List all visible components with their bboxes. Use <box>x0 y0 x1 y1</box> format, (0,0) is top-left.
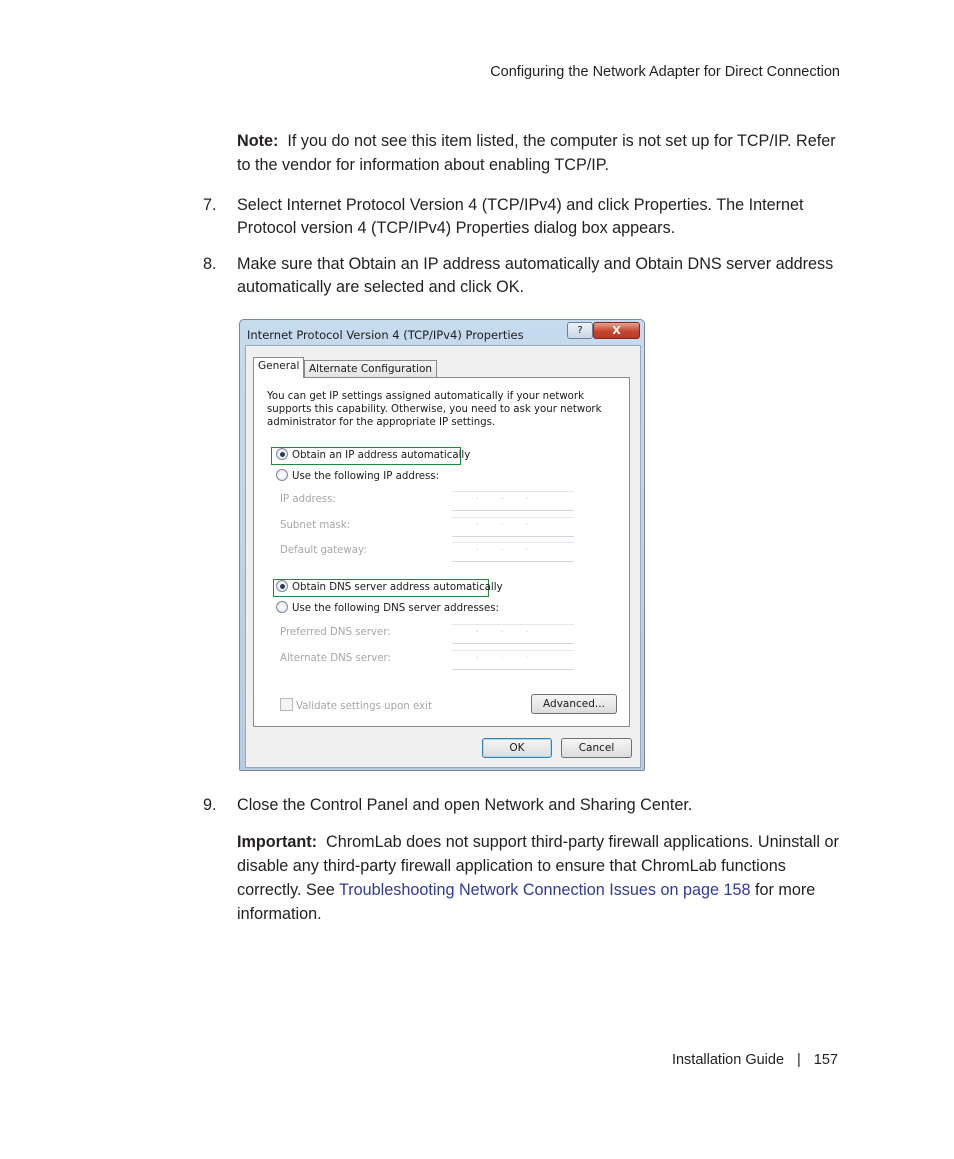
default-gateway-label: Default gateway: <box>280 545 367 556</box>
ok-button[interactable]: OK <box>482 738 552 758</box>
running-header: Configuring the Network Adapter for Direct Connection <box>490 64 840 80</box>
dialog-title: Internet Protocol Version 4 (TCP/IPv4) Properties <box>247 328 524 342</box>
checkbox-icon <box>280 698 293 711</box>
subnet-mask-field: ... <box>452 517 574 537</box>
note-label: Note: <box>237 132 279 150</box>
important-paragraph <box>237 830 847 926</box>
intro-text: You can get IP settings assigned automatically if your network supports this capability. Otherwise, you need to ask your network administrator for the appropriate IP settings. <box>267 391 602 428</box>
radio-ip-auto-label: Obtain an IP address automatically <box>292 450 471 461</box>
important-label: Important: <box>237 833 318 851</box>
tab-general[interactable]: General <box>253 357 304 378</box>
cancel-button[interactable]: Cancel <box>561 738 632 758</box>
footer-separator: | <box>797 1052 801 1068</box>
general-tab-panel <box>253 377 630 727</box>
step-number: 7. <box>203 196 217 214</box>
ip-address-label: IP address: <box>280 494 336 505</box>
important-text: ChromLab does not support third-party firewall applications. Uninstall or disable any third-party firewall application to ensure that ChromLab functions correctly. See <box>237 833 839 899</box>
validate-settings-label: Validate settings upon exit <box>296 701 432 712</box>
preferred-dns-label: Preferred DNS server: <box>280 627 391 638</box>
radio-dns-auto[interactable] <box>276 580 503 596</box>
page-number: 157 <box>813 1052 838 1068</box>
alternate-dns-field: ... <box>452 650 574 670</box>
note-text: If you do not see this item listed, the computer is not set up for TCP/IP. Refer to the vendor for information about enabling TCP/IP. <box>237 132 836 174</box>
radio-unselected-icon <box>276 601 288 613</box>
important-text-after: for more information. <box>237 881 816 923</box>
alternate-dns-label: Alternate DNS server: <box>280 653 391 664</box>
radio-ip-manual[interactable] <box>276 469 439 485</box>
radio-dns-manual-label: Use the following DNS server addresses: <box>292 603 499 614</box>
tab-alternate-configuration[interactable]: Alternate Configuration <box>304 360 437 378</box>
step-number: 9. <box>203 796 217 814</box>
default-gateway-field: ... <box>452 542 574 562</box>
page-footer <box>672 1052 838 1068</box>
troubleshooting-link[interactable]: Troubleshooting Network Connection Issues on page 158 <box>338 881 751 899</box>
dialog-client-area <box>245 345 641 768</box>
advanced-button[interactable]: Advanced... <box>531 694 617 714</box>
step-text: Close the Control Panel and open Network and Sharing Center. <box>237 796 693 814</box>
preferred-dns-field: ... <box>452 624 574 644</box>
ip-address-field: ... <box>452 491 574 511</box>
radio-selected-icon <box>276 580 288 592</box>
step-number: 8. <box>203 255 217 273</box>
footer-guide-title: Installation Guide <box>671 1052 785 1068</box>
note-paragraph <box>237 129 847 177</box>
radio-dns-auto-label: Obtain DNS server address automatically <box>292 582 503 593</box>
radio-dns-manual[interactable] <box>276 601 499 617</box>
validate-settings-checkbox <box>280 698 432 712</box>
step-text: Select Internet Protocol Version 4 (TCP/IPv4) and click Properties. The Internet Protocol version 4 (TCP/IPv4) Properties dialog box appears. <box>237 196 804 237</box>
tcpip-properties-dialog <box>239 319 645 771</box>
help-button[interactable]: ? <box>567 322 593 339</box>
close-button[interactable]: X <box>593 322 640 339</box>
radio-selected-icon <box>276 448 288 460</box>
subnet-mask-label: Subnet mask: <box>280 520 351 531</box>
radio-unselected-icon <box>276 469 288 481</box>
step-text: Make sure that Obtain an IP address automatically and Obtain DNS server address automatically are selected and click OK. <box>237 255 834 296</box>
radio-ip-auto[interactable] <box>276 448 470 464</box>
radio-ip-manual-label: Use the following IP address: <box>292 471 440 482</box>
